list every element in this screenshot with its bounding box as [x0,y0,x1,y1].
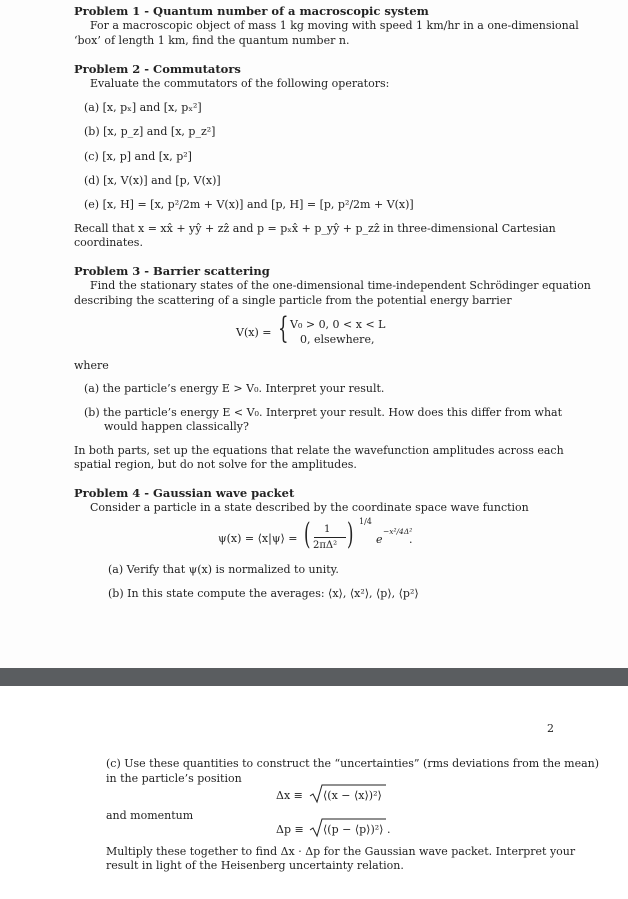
problem-4-item-a: (a) Verify that ψ(x) is normalized to unity. [108,563,339,576]
problem-1-title: Problem 1 - Quantum number of a macroscopic system [74,4,429,18]
problem-3-text-line-2: describing the scattering of a single particle from the potential energy barrier [74,294,512,307]
page-number: 2 [547,722,554,735]
problem-1-text-line-2: ‘box’ of length 1 km, find the quantum number n. [74,34,350,47]
problem-2-recall-line-1: Recall that x = xx̂ + yŷ + zẑ and p = pₓx̂ + p_yŷ + p_zẑ in three-dimensional Cartesian [74,222,556,235]
where-label: where [74,359,109,372]
problem-1-text-line-1: For a macroscopic object of mass 1 kg moving with speed 1 km/hr in a one-dimensional [90,19,579,32]
wave-eq-exp-base: e [376,533,383,546]
problem-3-note-line-2: spatial region, but do not solve for the amplitudes. [74,458,357,471]
page-separator [0,668,628,686]
problem-3-title: Problem 3 - Barrier scattering [74,264,270,278]
page-2 [0,686,628,899]
wave-eq-lhs: ψ(x) = ⟨x|ψ⟩ = [218,532,298,545]
problem-3-text-line-1: Find the stationary states of the one-dimensional time-independent Schrödinger equation [90,279,591,292]
problem-4-item-c-line-2: in the particle’s position [106,772,242,785]
problem-2-item-a: (a) [x, pₓ] and [x, pₓ²] [84,101,202,114]
left-brace: { [278,311,289,346]
problem-3-item-a: (a) the particle’s energy E > V₀. Interpret your result. [84,382,385,395]
fraction-bar [314,537,346,538]
problem-2-intro: Evaluate the commutators of the following operators: [90,77,390,90]
delta-x-lhs: Δx ≡ [276,789,303,802]
problem-3-item-b-line-2: would happen classically? [104,420,249,433]
problem-3-note-line-1: In both parts, set up the equations that relate the wavefunction amplitudes across each [74,444,564,457]
wave-eq-end: . [409,533,413,546]
barrier-eq-lhs: V(x) = [236,326,272,339]
delta-p-radicand: ⟨(p − ⟨p⟩)²⟩ [323,823,384,836]
right-paren: ) [347,517,354,552]
multiply-line-2: result in light of the Heisenberg uncertainty relation. [106,859,404,872]
wave-eq-power: 1/4 [359,517,372,526]
barrier-eq-case-1: V₀ > 0, 0 < x < L [290,318,386,331]
delta-p-lhs: Δp ≡ [276,823,304,836]
left-paren: ( [304,517,311,552]
delta-p-end: . [387,823,391,836]
problem-2-recall-line-2: coordinates. [74,236,143,249]
wave-eq-exp-sup: −x²/4Δ² [383,527,413,536]
problem-4-item-c-line-1: (c) Use these quantities to construct the “uncertainties” (rms deviations from the mean) [106,757,600,770]
multiply-line-1: Multiply these together to find Δx · Δp for the Gaussian wave packet. Interpret your [106,845,576,858]
problem-4-intro: Consider a particle in a state described by the coordinate space wave function [90,501,529,514]
delta-x-radicand: ⟨(x − ⟨x⟩)²⟩ [323,789,382,802]
wave-eq-frac-numerator: 1 [324,524,331,535]
problem-3-item-b-line-1: (b) the particle’s energy E < V₀. Interpret your result. How does this differ from what [84,406,563,419]
problem-2-item-d: (d) [x, V(x)] and [p, V(x)] [84,174,221,187]
barrier-eq-case-2: 0, elsewhere, [300,333,375,346]
problem-2-item-c: (c) [x, p] and [x, p²] [84,150,192,163]
problem-4-item-b: (b) In this state compute the averages: ⟨x⟩, ⟨x²⟩, ⟨p⟩, ⟨p²⟩ [108,587,419,600]
problem-2-item-e: (e) [x, H] = [x, p²/2m + V(x)] and [p, H] = [p, p²/2m + V(x)] [84,198,414,211]
problem-2-title: Problem 2 - Commutators [74,62,241,76]
and-momentum-label: and momentum [106,809,194,822]
wave-eq-frac-denominator: 2πΔ² [313,540,338,551]
problem-2-item-b: (b) [x, p_z] and [x, p_z²] [84,125,216,138]
problem-4-title: Problem 4 - Gaussian wave packet [74,486,295,500]
